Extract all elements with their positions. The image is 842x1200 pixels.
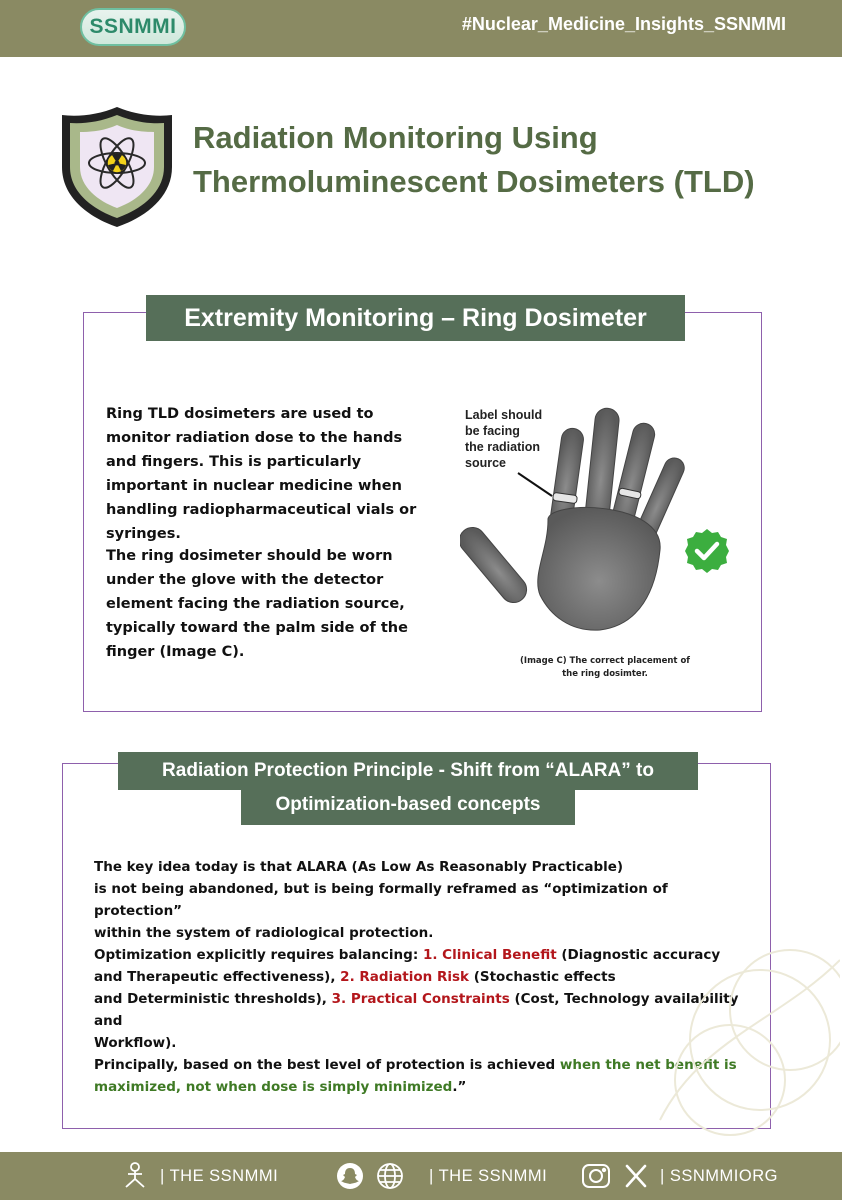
text-span: and Therapeutic effectiveness),: [94, 969, 341, 985]
section1-paragraph-2: The ring dosimeter should be worn under the glove with the detector element facing the radiation source, typically toward the palm side of the finger (Image C).: [106, 548, 408, 660]
section2-heading-line-2: Optimization-based concepts: [241, 785, 575, 825]
text-span: and Deterministic thresholds),: [94, 991, 332, 1007]
caption-line-2: the ring dosimter.: [562, 669, 648, 679]
footer-bar: [0, 1152, 842, 1200]
footer-label-2: | THE SSNMMI: [429, 1166, 548, 1185]
page-title: [193, 116, 813, 204]
section1-paragraph-1: Ring TLD dosimeters are used to monitor radiation dose to the hands and fingers. This is particularly important in nuclear medicine when handling radiopharmaceutical vials or syringes.: [106, 406, 417, 542]
globe-icon: [375, 1161, 405, 1191]
text-span: (Stochastic effects: [469, 969, 616, 985]
section2-heading-line-1: Radiation Protection Principle - Shift from “ALARA” to: [118, 752, 698, 790]
caption-line-1: (Image C) The correct placement of: [520, 656, 690, 666]
radiation-shield-icon: [58, 105, 176, 233]
section1-heading: Extremity Monitoring – Ring Dosimeter: [146, 295, 685, 341]
text-span: .”: [452, 1079, 467, 1095]
image-label-line: be facing: [465, 424, 520, 438]
decorative-pattern: [640, 920, 840, 1154]
text-span: (Cost, Technology availability and: [94, 991, 739, 1029]
title-line-1: Radiation Monitoring Using: [193, 120, 598, 155]
x-logo-icon: [622, 1162, 650, 1190]
checkmark-badge-icon: [684, 528, 730, 574]
footer-label-1: | THE SSNMMI: [160, 1166, 279, 1185]
text-line: The key idea today is that ALARA (As Low As Reasonably Practicable): [94, 859, 624, 875]
image-caption: [515, 655, 695, 681]
radiation-risk-highlight: 2. Radiation Risk: [340, 969, 470, 985]
web-user-icon: [120, 1161, 150, 1191]
text-line: is not being abandoned, but is being formally reframed as “optimization of protection”: [94, 881, 668, 919]
text-span: Optimization explicitly requires balancing:: [94, 947, 423, 963]
net-benefit-highlight: when the net benefit is: [559, 1057, 737, 1073]
footer-item-2[interactable]: [335, 1152, 547, 1200]
text-line: Workflow).: [94, 1035, 177, 1051]
footer-label-3: | SSNMMIORG: [660, 1166, 778, 1185]
net-benefit-highlight: maximized, not when dose is simply minimized: [94, 1079, 453, 1095]
image-label-line: source: [465, 456, 506, 470]
instagram-icon: [580, 1161, 612, 1191]
title-line-2: Thermoluminescent Dosimeters (TLD): [193, 164, 755, 199]
clinical-benefit-highlight: 1. Clinical Benefit: [422, 947, 557, 963]
image-label-line: Label should: [465, 408, 543, 422]
ssnmmi-logo[interactable]: SSNMMI: [80, 8, 186, 46]
text-span: Principally, based on the best level of protection is achieved: [94, 1057, 560, 1073]
hashtag-text: #Nuclear_Medicine_Insights_SSNMMI: [461, 14, 786, 34]
footer-item-1[interactable]: [120, 1152, 278, 1200]
text-span: (Diagnostic accuracy: [556, 947, 721, 963]
image-label: [465, 407, 542, 471]
text-line: within the system of radiological protection.: [94, 925, 434, 941]
top-bar: [0, 0, 842, 57]
footer-item-3[interactable]: [580, 1152, 778, 1200]
snapchat-icon: [335, 1161, 365, 1191]
practical-constraints-highlight: 3. Practical Constraints: [331, 991, 510, 1007]
image-label-line: the radiation: [465, 440, 541, 454]
